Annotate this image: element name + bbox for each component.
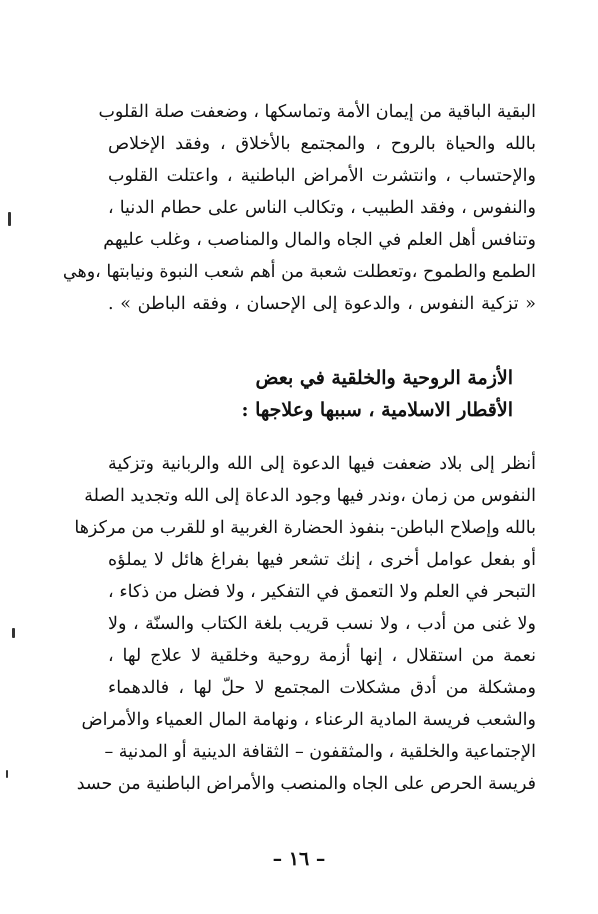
section-heading xyxy=(108,362,513,426)
text-line: والنفوس ، وفقد الطبيب ، وتكالب الناس على حطام الدنيا ، xyxy=(108,198,536,218)
paragraph-1 xyxy=(62,96,536,320)
text-line: والشعب فريسة المادية الرعناء ، ونهامة المال العمياء والأمراض xyxy=(81,710,536,730)
text-line: وتنافس أهل العلم في الجاه والمال والمناصب ، وغلب عليهم xyxy=(103,230,536,250)
text-line: الطمع والطموح ،وتعطلت شعبة من أهم شعب النبوة ونيابتها ،وهي xyxy=(62,262,536,282)
scan-mark xyxy=(12,628,15,638)
page-number: – ١٦ – xyxy=(272,848,326,870)
text-line: ولا غنى من أدب ، ولا نسب قريب بلغة الكتاب والسنّة ، ولا xyxy=(108,614,536,634)
heading-line: الأقطار الاسلامية ، سببها وعلاجها : xyxy=(241,399,513,421)
text-line: والإحتساب ، وانتشرت الأمراض الباطنية ، واعتلت القلوب xyxy=(108,166,536,186)
paragraph-2 xyxy=(74,448,536,800)
text-line: فريسة الحرص على الجاه والمنصب والأمراض الباطنية من حسد xyxy=(76,774,536,794)
text-line: التبحر في العلم ولا التعمق في التفكير ، ولا فضل من ذكاء ، xyxy=(108,582,536,602)
text-line: أو بفعل عوامل أخرى ، إنك تشعر فيها بفراغ هائل لا يملؤه xyxy=(108,550,536,570)
text-line: بالله والحياة بالروح ، والمجتمع بالأخلاق ، وفقد الإخلاص xyxy=(108,134,536,154)
text-line: أنظر إلى بلاد ضعفت فيها الدعوة إلى الله والربانية وتزكية xyxy=(108,454,536,474)
heading-line: الأزمة الروحية والخلقية في بعض xyxy=(255,367,513,389)
scan-mark xyxy=(6,770,8,778)
text-line: الإجتماعية والخلقية ، والمثقفون – الثقافة الدينية أو المدنية – xyxy=(104,742,536,762)
text-line: البقية الباقية من إيمان الأمة وتماسكها ، وضعفت صلة القلوب xyxy=(98,102,536,122)
scan-mark xyxy=(8,212,11,226)
text-line: ومشكلة من أدق مشكلات المجتمع لا حلّ لها ، فالدهماء xyxy=(108,678,536,698)
text-line: نعمة من استقلال ، إنها أزمة روحية وخلقية لا علاج لها ، xyxy=(108,646,536,666)
text-line: النفوس من زمان ،وندر فيها وجود الدعاة إلى الله وتجديد الصلة xyxy=(84,486,536,506)
text-line: « تزكية النفوس ، والدعوة إلى الإحسان ، وفقه الباطن » . xyxy=(108,294,536,314)
text-line: بالله وإصلاح الباطن- بنفوذ الحضارة الغربية او للقرب من مركزها xyxy=(74,518,536,538)
